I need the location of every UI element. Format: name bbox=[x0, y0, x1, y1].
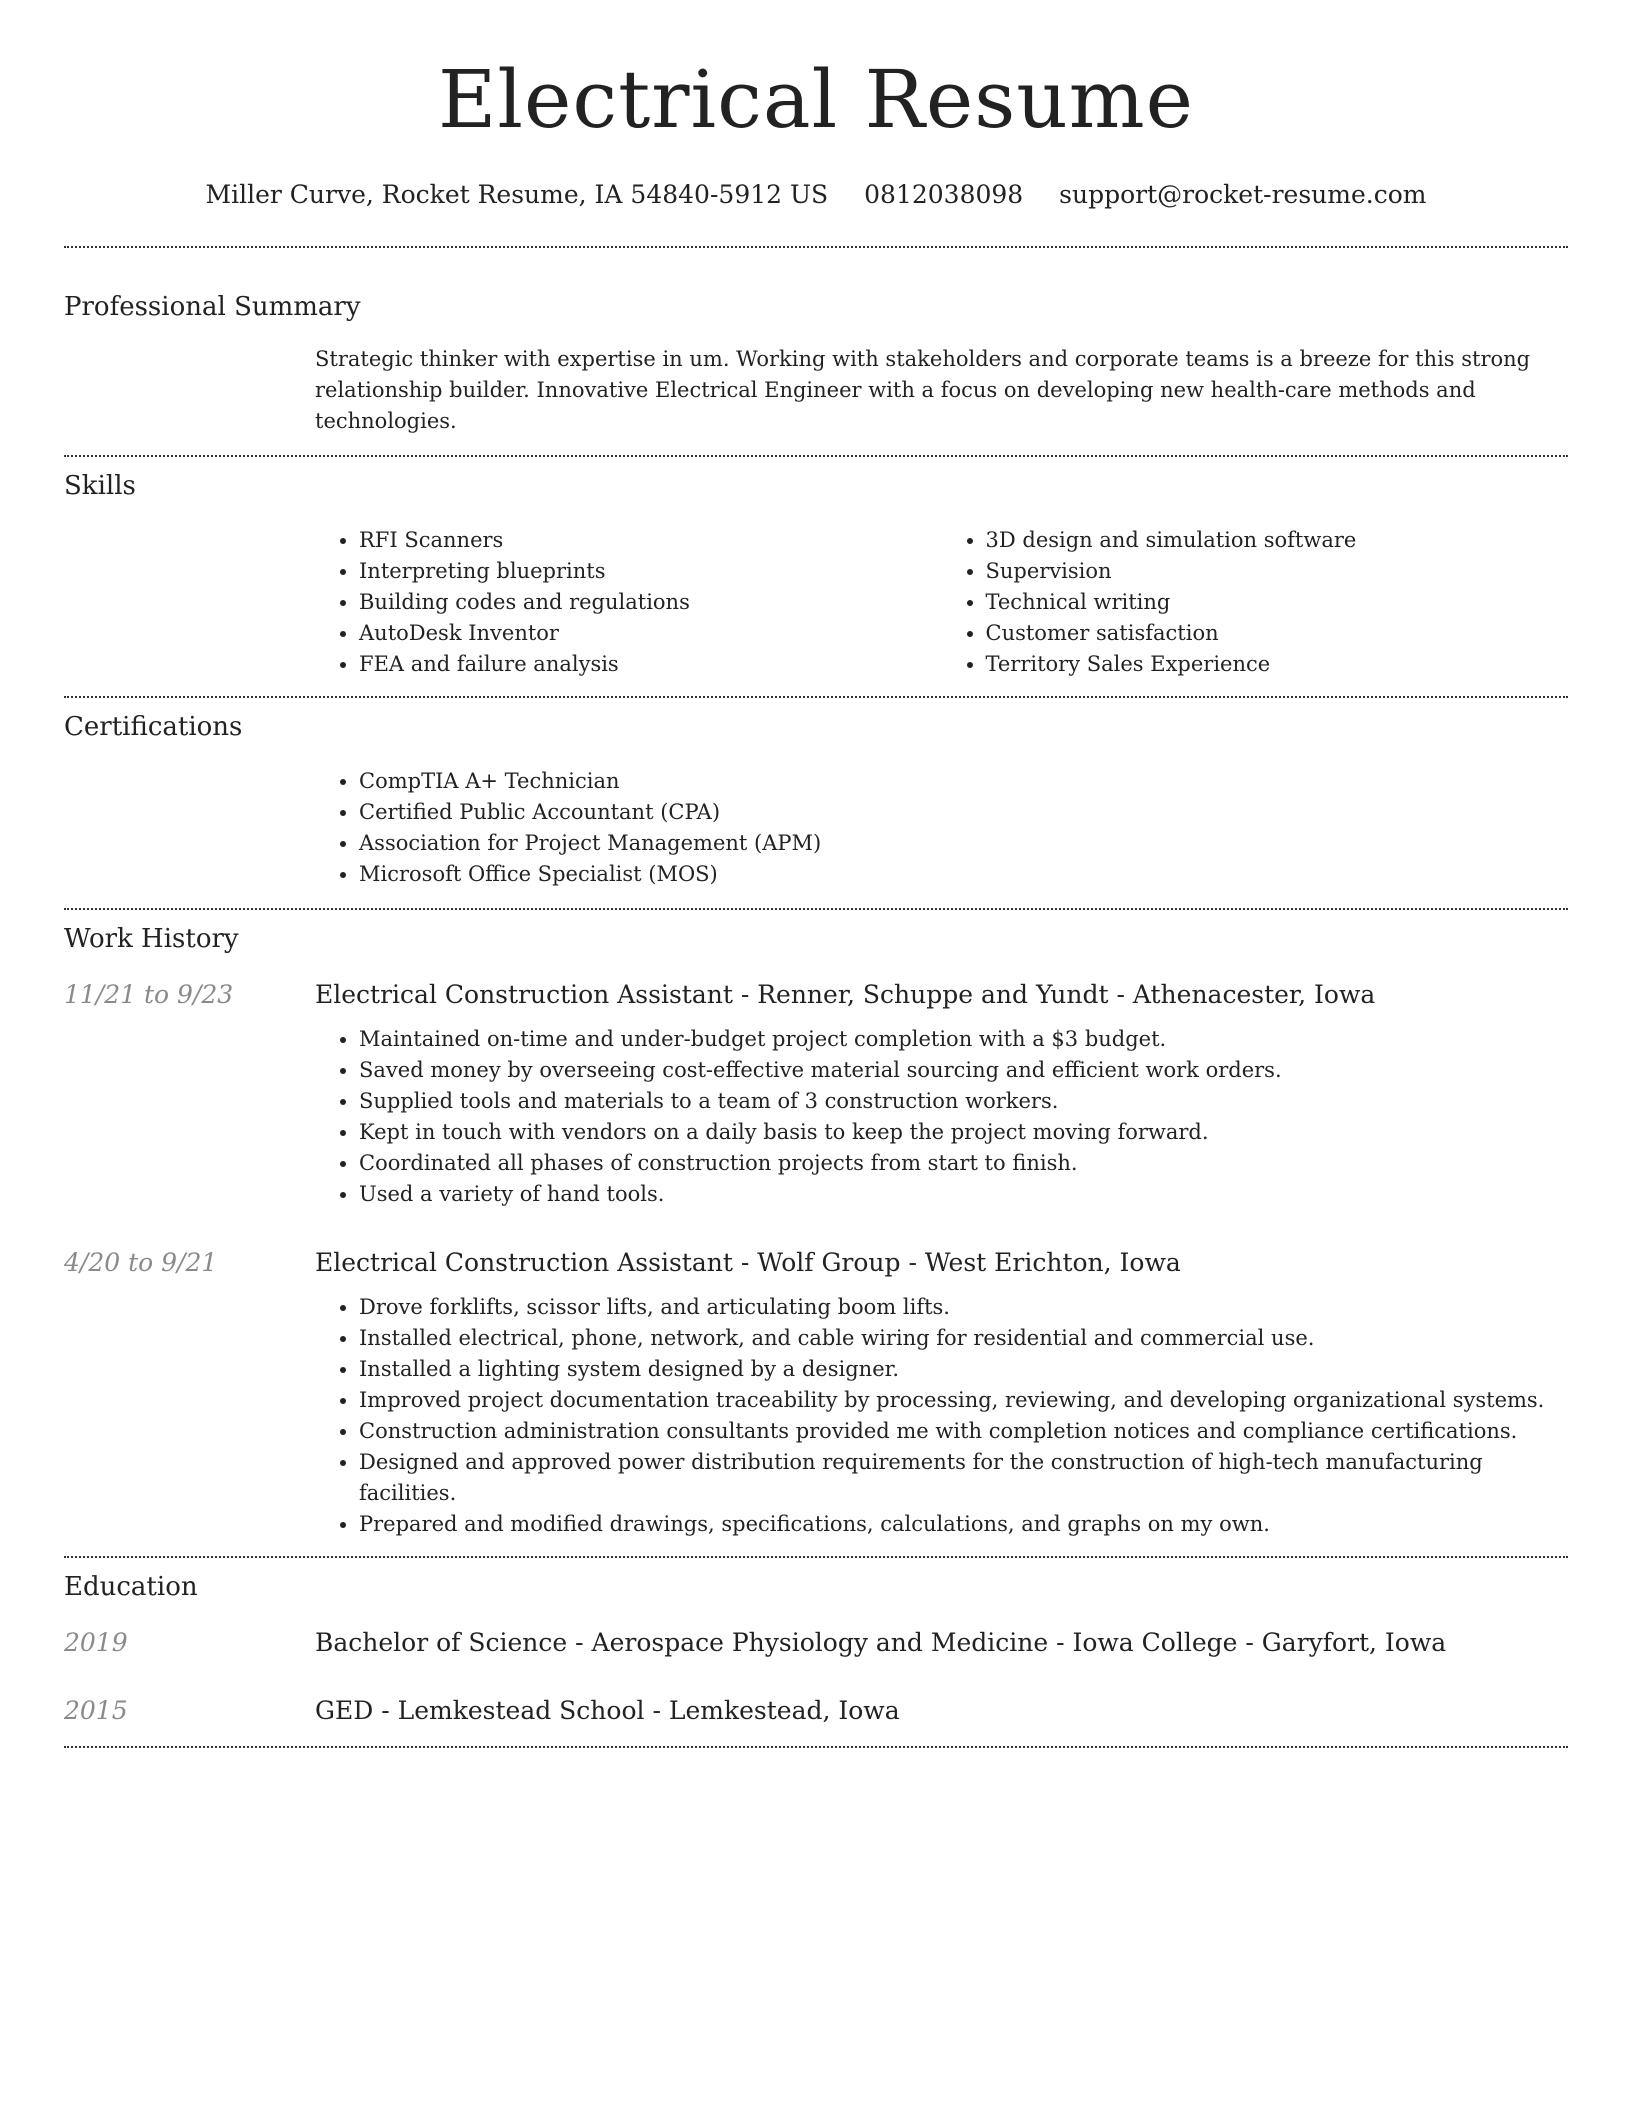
contact-address: Miller Curve, Rocket Resume, IA 54840-5912 US bbox=[205, 180, 829, 209]
skill-item: • AutoDesk Inventor bbox=[359, 618, 942, 649]
education-text: GED - Lemkestead School - Lemkestead, Iowa bbox=[315, 1696, 900, 1725]
skill-item: • RFI Scanners bbox=[359, 525, 942, 556]
job-bullet: • Designed and approved power distribution requirements for the construction of high-tech manufacturing facilities. bbox=[359, 1447, 1568, 1509]
summary-title: Professional Summary bbox=[64, 292, 361, 322]
job-bullet: • Construction administration consultants provided me with completion notices and compliance certifications. bbox=[359, 1416, 1568, 1447]
job-bullet: • Installed electrical, phone, network, and cable wiring for residential and commercial use. bbox=[359, 1323, 1568, 1354]
job-title: Electrical Construction Assistant - Renner, Schuppe and Yundt - Athenacester, Iowa bbox=[315, 980, 1376, 1009]
job-title: Electrical Construction Assistant - Wolf Group - West Erichton, Iowa bbox=[315, 1248, 1181, 1277]
skill-item: • Supervision bbox=[986, 556, 1569, 587]
education-year: 2015 bbox=[64, 1696, 128, 1725]
resume-name: Electrical Resume bbox=[438, 53, 1194, 146]
job-bullets bbox=[315, 1292, 1568, 1540]
education-section bbox=[64, 1558, 1568, 1746]
job-bullet: • Kept in touch with vendors on a daily basis to keep the project moving forward. bbox=[359, 1117, 1568, 1148]
certification-item: • Microsoft Office Specialist (MOS) bbox=[359, 859, 1568, 890]
skill-item: • FEA and failure analysis bbox=[359, 649, 942, 680]
skills-title: Skills bbox=[64, 471, 136, 501]
job-bullet: • Used a variety of hand tools. bbox=[359, 1179, 1568, 1210]
job-bullet: • Coordinated all phases of construction projects from start to finish. bbox=[359, 1148, 1568, 1179]
skill-item: • Building codes and regulations bbox=[359, 587, 942, 618]
job-bullets bbox=[315, 1024, 1568, 1210]
job-bullet: • Installed a lighting system designed by a designer. bbox=[359, 1354, 1568, 1385]
education-text: Bachelor of Science - Aerospace Physiology and Medicine - Iowa College - Garyfort, Iowa bbox=[315, 1628, 1447, 1657]
contact-phone: 0812038098 bbox=[864, 180, 1024, 209]
certification-item: • Association for Project Management (APM) bbox=[359, 828, 1568, 859]
summary-text: Strategic thinker with expertise in um. Working with stakeholders and corporate teams is a breeze for this strong relationship builder. Innovative Electrical Engineer with a focus on developing new health-care methods and technologies. bbox=[315, 347, 1531, 433]
job-bullet: • Supplied tools and materials to a team of 3 construction workers. bbox=[359, 1086, 1568, 1117]
certifications-section bbox=[64, 698, 1568, 908]
skills-list-right bbox=[942, 525, 1569, 680]
job-bullet: • Prepared and modified drawings, specifications, calculations, and graphs on my own. bbox=[359, 1509, 1568, 1540]
job-dates: 11/21 to 9/23 bbox=[64, 980, 234, 1009]
job-bullet: • Maintained on-time and under-budget project completion with a $3 budget. bbox=[359, 1024, 1568, 1055]
certifications-title: Certifications bbox=[64, 712, 243, 742]
education-year: 2019 bbox=[64, 1628, 128, 1657]
job-bullet: • Improved project documentation traceability by processing, reviewing, and developing organizational systems. bbox=[359, 1385, 1568, 1416]
divider bbox=[64, 1746, 1568, 1748]
education-title: Education bbox=[64, 1572, 198, 1602]
skill-item: • 3D design and simulation software bbox=[986, 525, 1569, 556]
certifications-list bbox=[315, 766, 1568, 890]
job-entry bbox=[64, 978, 1568, 1210]
skill-item: • Interpreting blueprints bbox=[359, 556, 942, 587]
certification-item: • Certified Public Accountant (CPA) bbox=[359, 797, 1568, 828]
education-entry bbox=[64, 1626, 1568, 1660]
certification-item: • CompTIA A+ Technician bbox=[359, 766, 1568, 797]
job-bullet: • Drove forklifts, scissor lifts, and articulating boom lifts. bbox=[359, 1292, 1568, 1323]
education-entry bbox=[64, 1694, 1568, 1728]
summary-section bbox=[64, 248, 1568, 455]
job-dates: 4/20 to 9/21 bbox=[64, 1248, 218, 1277]
contact-line bbox=[64, 178, 1568, 212]
job-bullet: • Saved money by overseeing cost-effective material sourcing and efficient work orders. bbox=[359, 1055, 1568, 1086]
skill-item: • Territory Sales Experience bbox=[986, 649, 1569, 680]
job-entry bbox=[64, 1246, 1568, 1540]
skill-item: • Customer satisfaction bbox=[986, 618, 1569, 649]
skills-list-left bbox=[315, 525, 942, 680]
work-history-section bbox=[64, 910, 1568, 1556]
skill-item: • Technical writing bbox=[986, 587, 1569, 618]
skills-section bbox=[64, 457, 1568, 696]
work-history-title: Work History bbox=[64, 924, 239, 954]
contact-email: support@rocket-resume.com bbox=[1059, 180, 1427, 209]
